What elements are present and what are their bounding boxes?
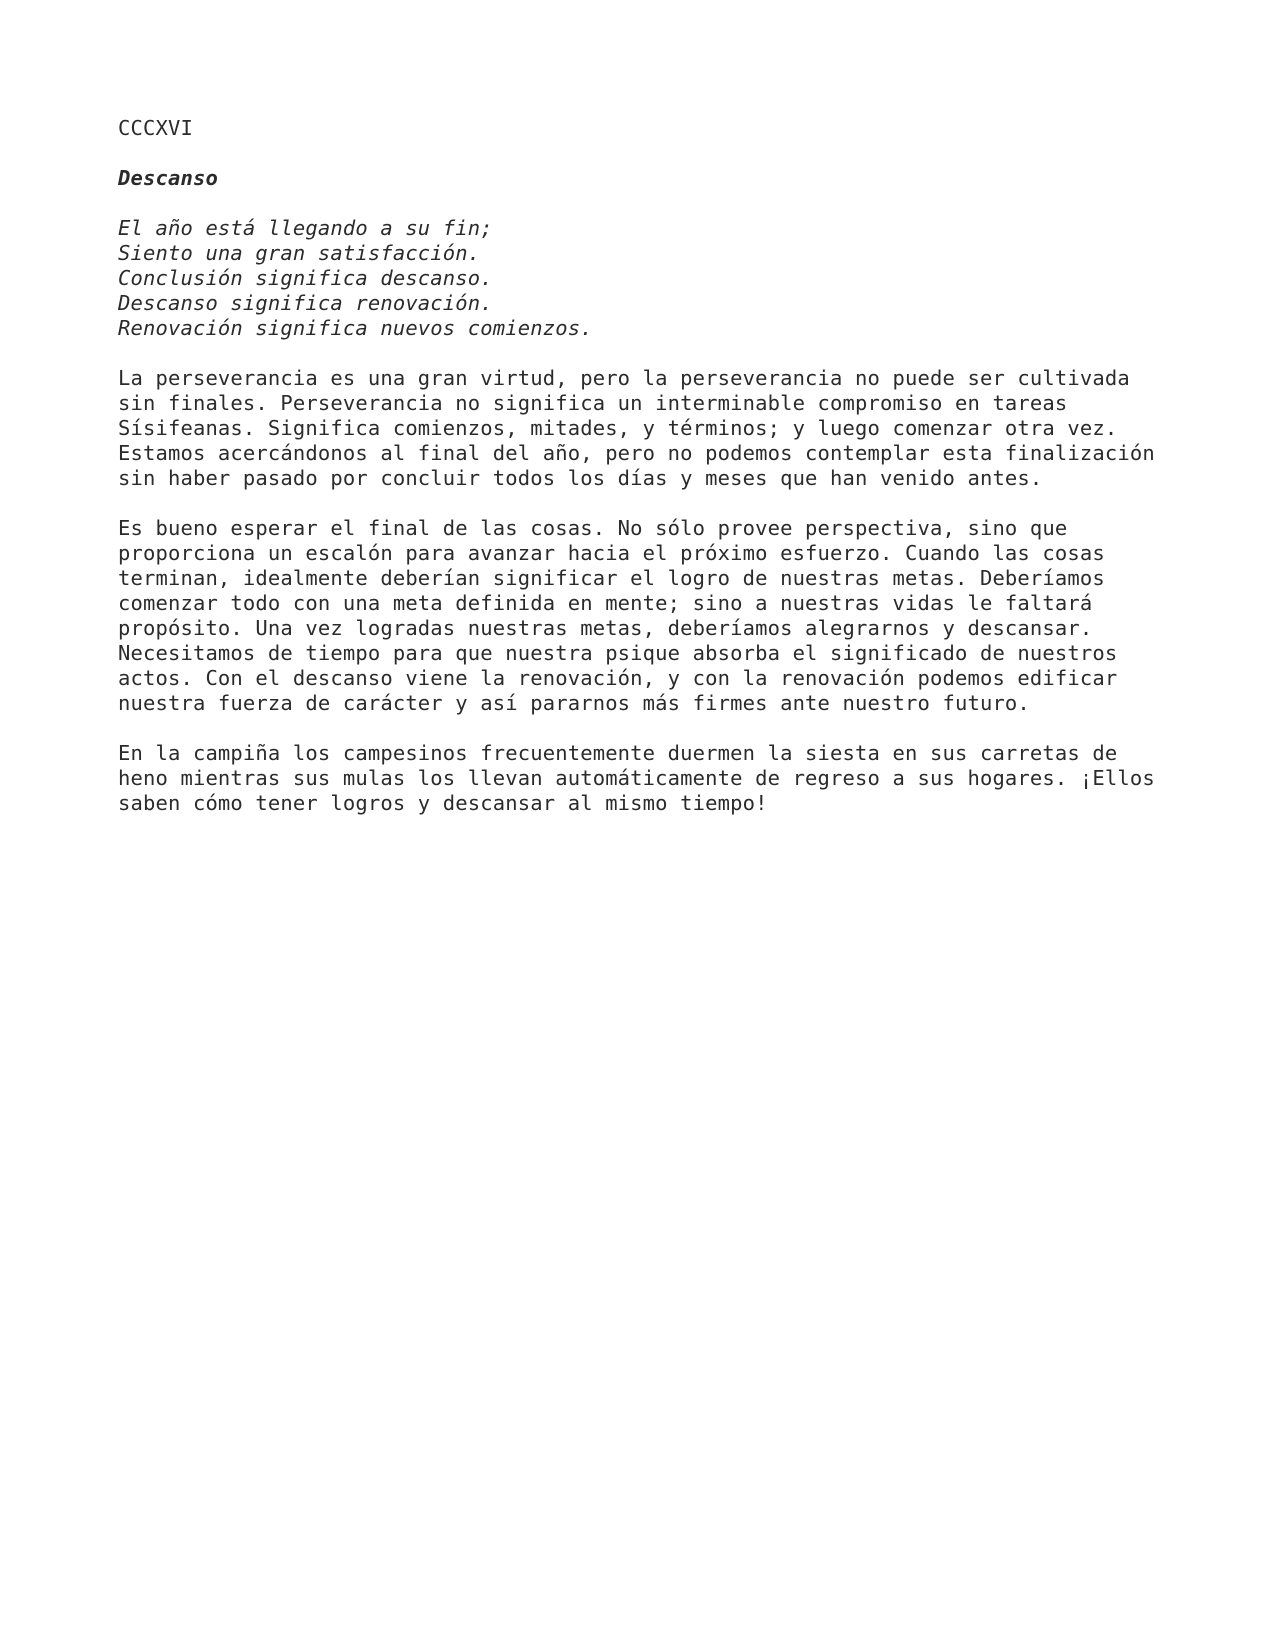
- paragraph-line: La perseverancia es una gran virtud, pero la perseverancia no puede ser cultivada: [118, 366, 1130, 390]
- paragraph-line: nuestra fuerza de carácter y así pararnos más firmes ante nuestro futuro.: [118, 691, 1030, 715]
- poem-stanza: [118, 216, 1178, 341]
- poem-line: Renovación significa nuevos comienzos.: [118, 316, 593, 340]
- paragraph-line: Sísifeanas. Significa comienzos, mitades, y términos; y luego comenzar otra vez.: [118, 416, 1118, 440]
- paragraph-line: En la campiña los campesinos frecuentemente duermen la siesta en sus carretas de: [118, 741, 1118, 765]
- poem-line: Descanso significa renovación.: [118, 291, 493, 315]
- paragraph-line: sin haber pasado por concluir todos los días y meses que han venido antes.: [118, 466, 1043, 490]
- spacer: [118, 491, 1178, 516]
- paragraph-line: actos. Con el descanso viene la renovación, y con la renovación podemos edificar: [118, 666, 1118, 690]
- document-page: [118, 116, 1178, 816]
- paragraph-line: terminan, idealmente deberían significar el logro de nuestras metas. Deberíamos: [118, 566, 1105, 590]
- body-paragraph-3: [118, 741, 1178, 816]
- poem-line: El año está llegando a su fin;: [118, 216, 493, 240]
- poem-line: Conclusión significa descanso.: [118, 266, 493, 290]
- paragraph-line: propósito. Una vez logradas nuestras metas, deberíamos alegrarnos y descansar.: [118, 616, 1093, 640]
- spacer: [118, 341, 1178, 366]
- spacer: [118, 716, 1178, 741]
- body-paragraph-1: [118, 366, 1178, 491]
- spacer: [118, 141, 1178, 166]
- paragraph-line: comenzar todo con una meta definida en mente; sino a nuestras vidas le faltará: [118, 591, 1093, 615]
- paragraph-line: Necesitamos de tiempo para que nuestra psique absorba el significado de nuestros: [118, 641, 1118, 665]
- spacer: [118, 191, 1178, 216]
- paragraph-line: saben cómo tener logros y descansar al mismo tiempo!: [118, 791, 768, 815]
- poem-line: Siento una gran satisfacción.: [118, 241, 481, 265]
- paragraph-line: Estamos acercándonos al final del año, pero no podemos contemplar esta finalización: [118, 441, 1155, 465]
- paragraph-line: heno mientras sus mulas los llevan automáticamente de regreso a sus hogares. ¡Ellos: [118, 766, 1155, 790]
- section-title: Descanso: [118, 166, 218, 190]
- paragraph-line: proporciona un escalón para avanzar hacia el próximo esfuerzo. Cuando las cosas: [118, 541, 1105, 565]
- body-paragraph-2: [118, 516, 1178, 716]
- paragraph-line: sin finales. Perseverancia no significa un interminable compromiso en tareas: [118, 391, 1068, 415]
- paragraph-line: Es bueno esperar el final de las cosas. No sólo provee perspectiva, sino que: [118, 516, 1068, 540]
- section-number: CCCXVI: [118, 116, 193, 140]
